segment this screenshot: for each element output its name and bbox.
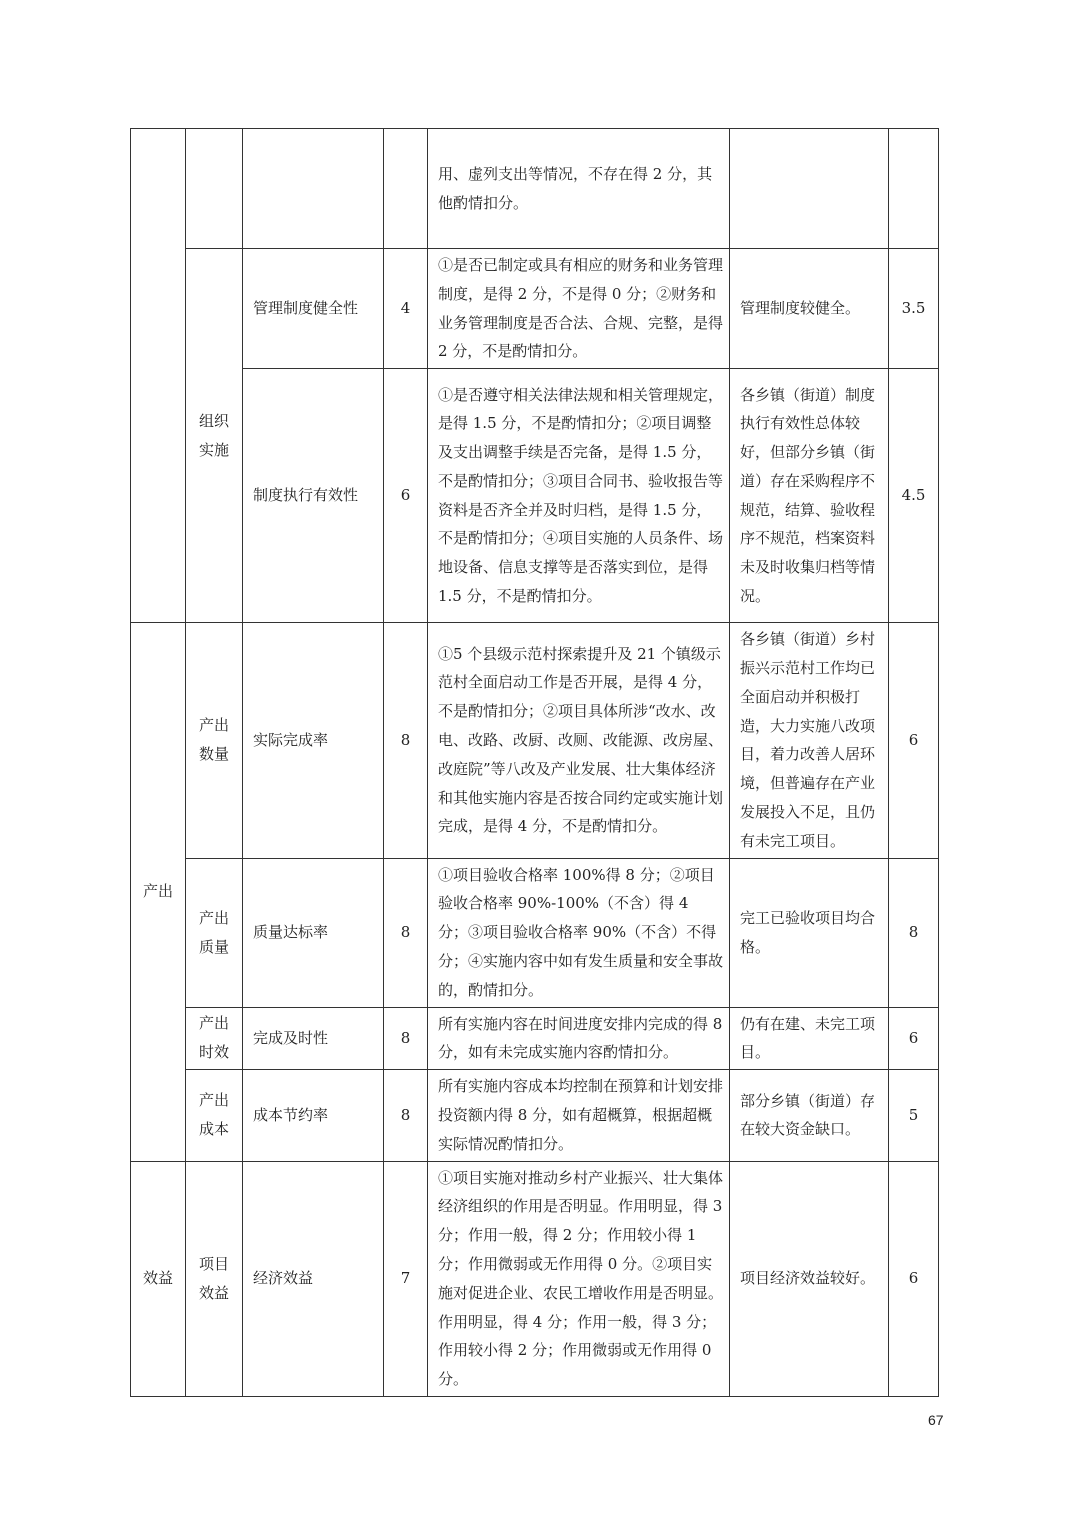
weight-cell: 8 [384, 623, 428, 858]
indicator-cell: 质量达标率 [243, 858, 384, 1007]
score-cell: 8 [889, 858, 939, 1007]
table-row [131, 858, 939, 1007]
weight-cell: 8 [384, 1070, 428, 1161]
weight-cell: 8 [384, 858, 428, 1007]
indicator-cell [243, 129, 384, 249]
level2-cell: 产出成本 [186, 1070, 243, 1161]
finding-cell: 项目经济效益较好。 [730, 1161, 889, 1396]
table-row [131, 1070, 939, 1161]
weight-cell: 6 [384, 369, 428, 623]
table-row [131, 369, 939, 623]
indicator-cell: 经济效益 [243, 1161, 384, 1396]
level1-cell: 效益 [131, 1161, 186, 1396]
criteria-cell: 所有实施内容成本均控制在预算和计划安排投资额内得 8 分，如有超概算，根据超概实际情况酌情扣分。 [428, 1070, 730, 1161]
level2-cell: 项目效益 [186, 1161, 243, 1396]
criteria-cell: ①5 个县级示范村探索提升及 21 个镇级示范村全面启动工作是否开展，是得 4 分，不是酌情扣分；②项目具体所涉“改水、改电、改路、改厨、改厕、改能源、改房屋、改庭院”等八改及产业发展、壮大集体经济和其他实施内容是否按合同约定或实施计划完成，是得 4 分，不是酌情扣分。 [428, 623, 730, 858]
level2-cell-empty [186, 129, 243, 249]
level2-cell: 产出数量 [186, 623, 243, 858]
table-row [131, 1161, 939, 1396]
finding-cell: 各乡镇（街道）制度执行有效性总体较好，但部分乡镇（街道）存在采购程序不规范，结算、验收程序不规范，档案资料未及时收集归档等情况。 [730, 369, 889, 623]
score-cell: 3.5 [889, 249, 939, 369]
indicator-cell: 管理制度健全性 [243, 249, 384, 369]
score-cell: 6 [889, 1007, 939, 1070]
finding-cell: 完工已验收项目均合格。 [730, 858, 889, 1007]
indicator-cell: 实际完成率 [243, 623, 384, 858]
weight-cell: 4 [384, 249, 428, 369]
criteria-cell: ①是否遵守相关法律法规和相关管理规定，是得 1.5 分，不是酌情扣分；②项目调整及支出调整手续是否完备，是得 1.5 分，不是酌情扣分；③项目合同书、验收报告等资料是否齐全并及时归档，是得 1.5 分，不是酌情扣分；④项目实施的人员条件、场地设备、信息支撑等是否落实到位，是得 1.5 分，不是酌情扣分。 [428, 369, 730, 623]
criteria-cell: ①是否已制定或具有相应的财务和业务管理制度，是得 2 分，不是得 0 分；②财务和业务管理制度是否合法、合规、完整，是得 2 分，不是酌情扣分。 [428, 249, 730, 369]
level1-cell: 产出 [131, 623, 186, 1161]
weight-cell: 7 [384, 1161, 428, 1396]
weight-cell: 8 [384, 1007, 428, 1070]
score-cell: 4.5 [889, 369, 939, 623]
level1-cell-empty [131, 129, 186, 623]
table-row [131, 623, 939, 858]
level2-cell: 产出质量 [186, 858, 243, 1007]
level2-cell: 产出时效 [186, 1007, 243, 1070]
criteria-cell: ①项目验收合格率 100%得 8 分；②项目验收合格率 90%-100%（不含）得 4 分；③项目验收合格率 90%（不含）不得分；④实施内容中如有发生质量和安全事故的，酌情扣分。 [428, 858, 730, 1007]
weight-cell [384, 129, 428, 249]
evaluation-table [130, 128, 939, 1397]
finding-cell: 管理制度较健全。 [730, 249, 889, 369]
criteria-cell: ①项目实施对推动乡村产业振兴、壮大集体经济组织的作用是否明显。作用明显，得 3 分；作用一般，得 2 分；作用较小得 1 分；作用微弱或无作用得 0 分。②项目实施对促进企业、农民工增收作用是否明显。作用明显，得 4 分；作用一般，得 3 分；作用较小得 2 分；作用微弱或无作用得 0 分。 [428, 1161, 730, 1396]
score-cell: 6 [889, 623, 939, 858]
table-row [131, 249, 939, 369]
finding-cell [730, 129, 889, 249]
score-cell [889, 129, 939, 249]
page-number: 67 [928, 1412, 944, 1428]
finding-cell: 部分乡镇（街道）存在较大资金缺口。 [730, 1070, 889, 1161]
criteria-cell: 用、虚列支出等情况，不存在得 2 分，其他酌情扣分。 [428, 129, 730, 249]
indicator-cell: 制度执行有效性 [243, 369, 384, 623]
indicator-cell: 完成及时性 [243, 1007, 384, 1070]
finding-cell: 仍有在建、未完工项目。 [730, 1007, 889, 1070]
indicator-cell: 成本节约率 [243, 1070, 384, 1161]
score-cell: 5 [889, 1070, 939, 1161]
table-row [131, 1007, 939, 1070]
finding-cell: 各乡镇（街道）乡村振兴示范村工作均已全面启动并积极打造，大力实施八改项目，着力改善人居环境，但普遍存在产业发展投入不足，且仍有未完工项目。 [730, 623, 889, 858]
score-cell: 6 [889, 1161, 939, 1396]
level2-cell: 组织实施 [186, 249, 243, 623]
table-row [131, 129, 939, 249]
criteria-cell: 所有实施内容在时间进度安排内完成的得 8 分，如有未完成实施内容酌情扣分。 [428, 1007, 730, 1070]
